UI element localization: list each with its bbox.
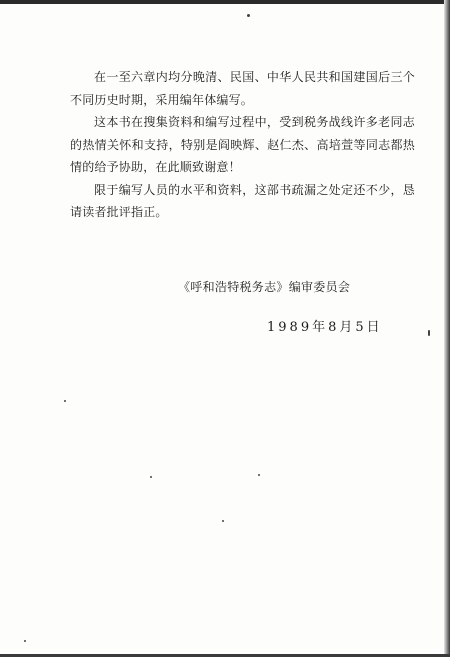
scan-speck	[222, 520, 224, 522]
scan-speck	[64, 400, 66, 402]
paragraph-1: 在一至六章内均分晚清、民国、中华人民共和国建国后三个不同历史时期，采用编年体编写。	[70, 70, 415, 107]
page-right-edge	[444, 0, 450, 657]
scan-speck	[247, 14, 250, 17]
scan-speck	[258, 474, 260, 476]
page-top-edge	[0, 0, 450, 4]
body-text	[70, 66, 415, 224]
date-line: 1989年8月5日	[267, 320, 383, 335]
paragraph-3: 限于编写人员的水平和资料，这部书疏漏之处定还不少，恳请读者批评指正。	[70, 182, 415, 219]
scan-speck	[24, 640, 26, 642]
signature-line: 《呼和浩特税务志》编审委员会	[178, 280, 351, 294]
scan-speck	[150, 476, 152, 478]
scan-speck	[428, 330, 430, 336]
paragraph-2: 这本书在搜集资料和编写过程中，受到税务战线许多老同志的热情关怀和支持，特别是阎映辉、赵仁杰、高培萱等同志都热情的给予协助，在此顺致谢意！	[70, 115, 415, 174]
